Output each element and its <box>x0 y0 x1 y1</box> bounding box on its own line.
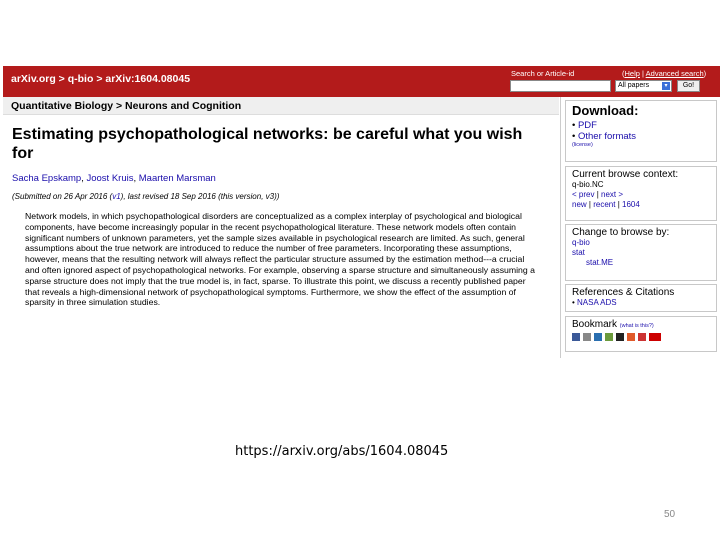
mendeley-icon[interactable] <box>638 333 646 341</box>
arxiv-screenshot <box>3 66 720 358</box>
recent-link[interactable]: recent <box>593 200 616 209</box>
download-other-formats-link[interactable]: • Other formats <box>572 131 637 142</box>
breadcrumb-separator: > <box>58 73 65 85</box>
bookmark-box <box>565 316 717 352</box>
category-title: Quantitative Biology > Neurons and Cognition <box>11 100 242 112</box>
month-link[interactable]: 1604 <box>622 200 640 209</box>
paper-title: Estimating psychopathological networks: be careful what you wish for <box>12 126 523 162</box>
extra-services-sidebar <box>560 97 720 358</box>
slide-page-number: 50 <box>664 509 676 520</box>
help-links <box>622 69 706 78</box>
download-pdf-link[interactable]: • PDF <box>572 120 597 131</box>
change-browse-title: Change to browse by: <box>572 227 670 238</box>
references-box <box>565 284 717 312</box>
submission-history <box>12 192 279 201</box>
search-go-button[interactable]: Go! <box>677 80 700 92</box>
license-link[interactable]: (license) <box>572 142 593 148</box>
breadcrumb-separator: > <box>96 73 103 85</box>
browse-stat-me-link[interactable]: stat.ME <box>586 258 614 267</box>
browse-context-box <box>565 166 717 221</box>
connotea-icon[interactable] <box>594 333 602 341</box>
browse-qbio-link[interactable]: q-bio <box>572 238 590 247</box>
submitted-prefix: (Submitted on 26 Apr 2016 ( <box>12 192 113 201</box>
breadcrumb <box>11 73 190 85</box>
listing-nav <box>572 200 710 210</box>
category-subheader <box>3 97 559 115</box>
pipe-separator: | <box>642 69 644 78</box>
prev-link[interactable]: < prev <box>572 190 595 199</box>
search-scope-select[interactable] <box>615 80 672 92</box>
browse-context-category: q-bio.NC <box>572 180 604 189</box>
author-list: Sacha Epskamp, Joost Kruis, Maarten Marsman <box>12 173 216 184</box>
download-title: Download: <box>572 103 639 118</box>
references-title: References & Citations <box>572 287 675 298</box>
author-link[interactable]: Sacha Epskamp <box>12 173 82 184</box>
bookmark-title: Bookmark (what is this?) <box>572 319 654 330</box>
search-label: Search or Article-id <box>511 69 575 78</box>
download-box <box>565 100 717 162</box>
breadcrumb-qbio-link[interactable]: q-bio <box>67 73 94 85</box>
breadcrumb-arxiv-link[interactable]: arXiv.org <box>11 73 56 85</box>
pipe-separator: | <box>596 190 599 199</box>
abstract-main <box>3 115 559 358</box>
what-is-this-link[interactable]: (what is this?) <box>619 323 654 329</box>
version-1-link[interactable]: v1 <box>112 192 121 201</box>
author-link[interactable]: Maarten Marsman <box>138 173 216 184</box>
delicious-icon[interactable] <box>605 333 613 341</box>
pipe-separator: | <box>588 200 591 209</box>
nasa-ads-link[interactable]: • NASA ADS <box>572 298 617 307</box>
paren-close: ) <box>703 69 707 78</box>
sciencewise-icon[interactable] <box>649 333 661 341</box>
search-scope-value: All papers <box>618 82 650 89</box>
digg-icon[interactable] <box>616 333 624 341</box>
pipe-separator: | <box>617 200 620 209</box>
change-browse-box <box>565 224 717 281</box>
paren-open: ( <box>622 69 625 78</box>
reddit-icon[interactable] <box>627 333 635 341</box>
breadcrumb-article-id: arXiv:1604.08045 <box>105 73 191 85</box>
author-link[interactable]: Joost Kruis <box>86 173 134 184</box>
bibsonomy-icon[interactable] <box>572 333 580 341</box>
browse-stat-link[interactable]: stat <box>572 248 585 257</box>
abstract-text: Network models, in which psychopathological disorders are conceptualized as a complex interplay of psychological and biological components, have become increasingly popular in the recent psychopathological literature. These network models often contain significant numbers of unknown parameters, yet the sample sizes available in psychological research are limited. As such, general assumptions about the true network are introduced to reduce the number of free parameters. Incorporating these assumptions, however, means that the resulting network will always reflect the particular structure assumed by the estimation method---a crucial and often ignored aspect of psychopathological networks. For example, observing a sparse structure and simultaneously assuming a sparse structure does not imply that the true model is, in fact, sparse. To illustrate this point, we discuss a recently published paper that reveals a high-dimensional network of psychopathological symptoms. Furthermore, we show the effect of the assumption of sparsity in three simulation studies. <box>25 211 535 308</box>
source-url: https://arxiv.org/abs/1604.08045 <box>235 444 449 459</box>
search-input[interactable] <box>510 80 611 92</box>
submitted-suffix: ), last revised 18 Sep 2016 (this version, v3)) <box>120 192 280 201</box>
bookmark-icons <box>572 333 710 341</box>
prev-next-nav <box>572 190 710 200</box>
browse-context-title: Current browse context: <box>572 169 679 180</box>
help-link[interactable]: Help <box>624 69 640 78</box>
citeulike-icon[interactable] <box>583 333 591 341</box>
arxiv-header <box>3 66 720 97</box>
new-link[interactable]: new <box>572 200 587 209</box>
next-link[interactable]: next > <box>601 190 624 199</box>
chevron-down-icon: ▾ <box>662 82 670 90</box>
advanced-search-link[interactable]: Advanced search <box>645 69 704 78</box>
